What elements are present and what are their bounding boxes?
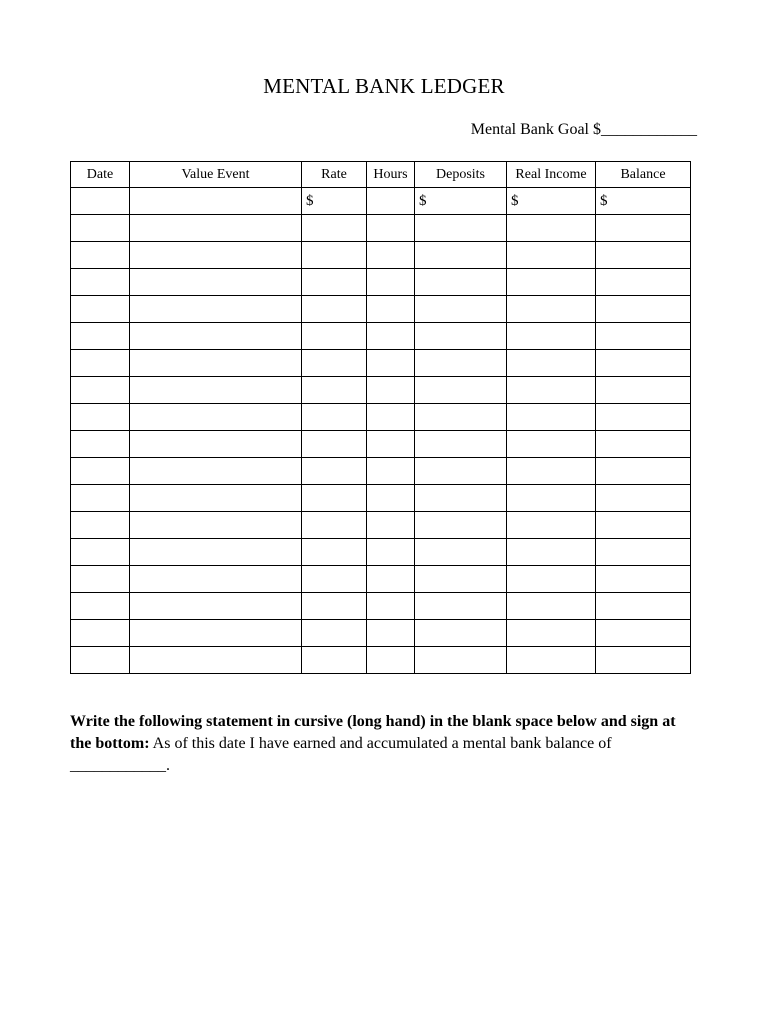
instruction-text: As of this date I have earned and accumulated a mental bank balance of ____________. (70, 735, 612, 774)
instruction-statement (70, 711, 698, 777)
table-cell-real-income[interactable] (507, 512, 596, 539)
table-cell-value-event[interactable] (130, 431, 302, 458)
table-cell-deposits[interactable] (415, 458, 507, 485)
header-row (71, 162, 691, 188)
table-cell-date[interactable] (71, 539, 130, 566)
table-cell-value-event[interactable] (130, 647, 302, 674)
table-cell-hours[interactable] (367, 431, 415, 458)
table-row (71, 593, 691, 620)
table-cell-balance[interactable] (596, 269, 691, 296)
table-cell-rate[interactable] (302, 593, 367, 620)
table-cell-deposits[interactable] (415, 296, 507, 323)
table-cell-date[interactable] (71, 512, 130, 539)
table-cell-real-income[interactable] (507, 215, 596, 242)
table-cell-date[interactable] (71, 350, 130, 377)
ledger-table (70, 161, 691, 674)
header-rate: Rate (302, 162, 367, 188)
table-cell-real-income[interactable] (507, 593, 596, 620)
table-cell-date[interactable] (71, 404, 130, 431)
table-cell-deposits[interactable] (415, 539, 507, 566)
table-cell-real-income[interactable] (507, 404, 596, 431)
table-cell-real-income[interactable] (507, 242, 596, 269)
table-cell-balance[interactable] (596, 377, 691, 404)
table-row (71, 539, 691, 566)
table-cell-rate[interactable] (302, 350, 367, 377)
table-cell-date[interactable] (71, 620, 130, 647)
table-cell-balance[interactable] (596, 242, 691, 269)
table-cell-hours[interactable] (367, 566, 415, 593)
table-cell-real-income[interactable] (507, 458, 596, 485)
instruction-bold: Write the following statement in cursive (long hand) in the blank space below and sign at the bottom: (70, 713, 676, 752)
table-cell-hours[interactable] (367, 242, 415, 269)
table-row (71, 269, 691, 296)
table-cell-value-event[interactable] (130, 296, 302, 323)
table-cell-real-income[interactable] (507, 431, 596, 458)
table-cell-deposits[interactable] (415, 404, 507, 431)
table-cell-date[interactable] (71, 485, 130, 512)
table-row (71, 647, 691, 674)
table-cell-value-event[interactable] (130, 323, 302, 350)
table-row (71, 458, 691, 485)
table-cell-real-income[interactable] (507, 377, 596, 404)
table-cell-deposits[interactable] (415, 566, 507, 593)
table-cell-balance[interactable] (596, 485, 691, 512)
table-cell-value-event[interactable] (130, 512, 302, 539)
table-cell-date[interactable] (71, 593, 130, 620)
table-cell-rate[interactable] (302, 539, 367, 566)
table-cell-value-event[interactable] (130, 404, 302, 431)
table-cell-hours[interactable] (367, 269, 415, 296)
table-cell-balance[interactable] (596, 458, 691, 485)
table-cell-hours[interactable] (367, 215, 415, 242)
table-row (71, 485, 691, 512)
table-row (71, 377, 691, 404)
table-cell-value-event[interactable] (130, 539, 302, 566)
table-row (71, 188, 691, 215)
table-cell-deposits[interactable] (415, 323, 507, 350)
table-cell-balance[interactable]: $ (596, 188, 691, 215)
table-cell-value-event[interactable] (130, 593, 302, 620)
table-cell-deposits[interactable] (415, 377, 507, 404)
table-cell-hours[interactable] (367, 539, 415, 566)
table-cell-deposits[interactable] (415, 215, 507, 242)
table-row (71, 242, 691, 269)
table-cell-date[interactable] (71, 215, 130, 242)
table-cell-deposits[interactable] (415, 431, 507, 458)
header-deposits: Deposits (415, 162, 507, 188)
table-row (71, 323, 691, 350)
table-cell-deposits[interactable] (415, 485, 507, 512)
table-cell-rate[interactable] (302, 269, 367, 296)
table-cell-deposits[interactable] (415, 647, 507, 674)
table-cell-value-event[interactable] (130, 620, 302, 647)
table-row (71, 512, 691, 539)
table-cell-value-event[interactable] (130, 485, 302, 512)
table-cell-real-income[interactable] (507, 269, 596, 296)
table-row (71, 296, 691, 323)
table-cell-deposits[interactable]: $ (415, 188, 507, 215)
header-real-income: Real Income (507, 162, 596, 188)
table-cell-hours[interactable] (367, 620, 415, 647)
table-cell-balance[interactable] (596, 512, 691, 539)
table-cell-value-event[interactable] (130, 377, 302, 404)
table-cell-real-income[interactable] (507, 296, 596, 323)
table-cell-value-event[interactable] (130, 242, 302, 269)
table-cell-value-event[interactable] (130, 188, 302, 215)
table-cell-balance[interactable] (596, 215, 691, 242)
table-cell-rate[interactable] (302, 620, 367, 647)
table-cell-hours[interactable] (367, 404, 415, 431)
header-value-event: Value Event (130, 162, 302, 188)
table-cell-hours[interactable] (367, 593, 415, 620)
table-cell-rate[interactable]: $ (302, 188, 367, 215)
table-cell-hours[interactable] (367, 350, 415, 377)
table-cell-hours[interactable] (367, 512, 415, 539)
table-cell-balance[interactable] (596, 323, 691, 350)
table-cell-real-income[interactable]: $ (507, 188, 596, 215)
table-cell-balance[interactable] (596, 431, 691, 458)
table-cell-deposits[interactable] (415, 593, 507, 620)
table-cell-rate[interactable] (302, 377, 367, 404)
table-cell-balance[interactable] (596, 593, 691, 620)
table-cell-value-event[interactable] (130, 269, 302, 296)
table-cell-rate[interactable] (302, 566, 367, 593)
table-cell-rate[interactable] (302, 215, 367, 242)
table-cell-real-income[interactable] (507, 566, 596, 593)
table-cell-hours[interactable] (367, 647, 415, 674)
table-cell-real-income[interactable] (507, 539, 596, 566)
table-cell-balance[interactable] (596, 647, 691, 674)
mental-bank-goal (471, 121, 697, 139)
table-cell-hours[interactable] (367, 296, 415, 323)
table-cell-value-event[interactable] (130, 215, 302, 242)
table-cell-deposits[interactable] (415, 620, 507, 647)
table-cell-date[interactable] (71, 647, 130, 674)
table-cell-value-event[interactable] (130, 458, 302, 485)
header-balance: Balance (596, 162, 691, 188)
goal-blank: ____________ (601, 121, 697, 138)
table-cell-deposits[interactable] (415, 269, 507, 296)
table-cell-date[interactable] (71, 242, 130, 269)
table-row (71, 350, 691, 377)
table-cell-real-income[interactable] (507, 323, 596, 350)
table-cell-value-event[interactable] (130, 350, 302, 377)
table-cell-rate[interactable] (302, 242, 367, 269)
table-row (71, 620, 691, 647)
table-cell-rate[interactable] (302, 647, 367, 674)
table-cell-real-income[interactable] (507, 647, 596, 674)
table-cell-balance[interactable] (596, 350, 691, 377)
table-cell-date[interactable] (71, 323, 130, 350)
table-cell-date[interactable] (71, 431, 130, 458)
table-cell-date[interactable] (71, 296, 130, 323)
table-cell-real-income[interactable] (507, 350, 596, 377)
table-cell-rate[interactable] (302, 458, 367, 485)
table-cell-hours[interactable] (367, 188, 415, 215)
table-cell-rate[interactable] (302, 431, 367, 458)
table-cell-hours[interactable] (367, 458, 415, 485)
table-cell-balance[interactable] (596, 566, 691, 593)
table-cell-hours[interactable] (367, 323, 415, 350)
table-row (71, 431, 691, 458)
table-cell-hours[interactable] (367, 485, 415, 512)
table-cell-date[interactable] (71, 566, 130, 593)
goal-label: Mental Bank Goal $ (470, 121, 601, 138)
table-cell-value-event[interactable] (130, 566, 302, 593)
table-cell-deposits[interactable] (415, 242, 507, 269)
table-cell-date[interactable] (71, 269, 130, 296)
table-cell-rate[interactable] (302, 512, 367, 539)
table-cell-real-income[interactable] (507, 620, 596, 647)
table-cell-real-income[interactable] (507, 485, 596, 512)
table-cell-date[interactable] (71, 377, 130, 404)
table-cell-balance[interactable] (596, 404, 691, 431)
table-cell-rate[interactable] (302, 296, 367, 323)
page-title: MENTAL BANK LEDGER (263, 74, 505, 98)
table-cell-rate[interactable] (302, 485, 367, 512)
header-date: Date (71, 162, 130, 188)
table-cell-deposits[interactable] (415, 512, 507, 539)
table-cell-date[interactable] (71, 188, 130, 215)
table-cell-rate[interactable] (302, 323, 367, 350)
table-cell-hours[interactable] (367, 377, 415, 404)
table-cell-balance[interactable] (596, 620, 691, 647)
table-row (71, 215, 691, 242)
table-row (71, 566, 691, 593)
table-cell-balance[interactable] (596, 539, 691, 566)
table-cell-date[interactable] (71, 458, 130, 485)
table-cell-balance[interactable] (596, 296, 691, 323)
table-cell-rate[interactable] (302, 404, 367, 431)
table-cell-deposits[interactable] (415, 350, 507, 377)
table-row (71, 404, 691, 431)
header-hours: Hours (367, 162, 415, 188)
